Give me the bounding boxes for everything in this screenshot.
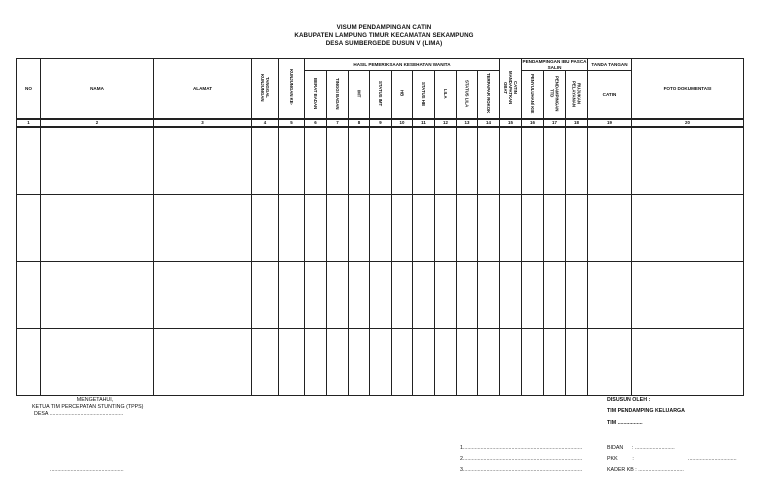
table-cell[interactable] xyxy=(252,127,279,195)
table-cell[interactable] xyxy=(41,194,154,261)
table-cell[interactable] xyxy=(305,328,327,395)
table-cell[interactable] xyxy=(349,194,370,261)
header-status-imt: STATUS IMT xyxy=(370,71,392,119)
header-tinggi-badan: TINGGI BADAN xyxy=(327,71,349,119)
column-number: 17 xyxy=(544,119,566,127)
column-number: 15 xyxy=(500,119,522,127)
table-cell[interactable] xyxy=(457,261,478,328)
table-cell[interactable] xyxy=(349,261,370,328)
header-no: NO xyxy=(17,59,41,119)
desa-field: DESA .................................................. xyxy=(34,411,124,417)
table-cell[interactable] xyxy=(632,328,744,395)
table-cell[interactable] xyxy=(588,261,632,328)
title-line-2: KABUPATEN LAMPUNG TIMUR KECAMATAN SEKAMPUNG xyxy=(294,32,474,39)
table-cell[interactable] xyxy=(370,261,392,328)
table-cell[interactable] xyxy=(41,127,154,195)
table-cell[interactable] xyxy=(413,328,435,395)
column-number: 9 xyxy=(370,119,392,127)
table-cell[interactable] xyxy=(478,127,500,195)
table-cell[interactable] xyxy=(252,328,279,395)
table-cell[interactable] xyxy=(305,261,327,328)
visum-table xyxy=(16,58,744,396)
table-cell[interactable] xyxy=(154,328,252,395)
column-number: 13 xyxy=(457,119,478,127)
column-number: 4 xyxy=(252,119,279,127)
header-hb: HB xyxy=(392,71,413,119)
table-cell[interactable] xyxy=(588,328,632,395)
column-number: 12 xyxy=(435,119,457,127)
disusun-oleh-label: DISUSUN OLEH : xyxy=(607,397,651,403)
column-number: 6 xyxy=(305,119,327,127)
table-cell[interactable] xyxy=(588,194,632,261)
column-number-row xyxy=(17,119,744,127)
table-cell[interactable] xyxy=(566,194,588,261)
table-cell[interactable] xyxy=(392,261,413,328)
table-cell[interactable] xyxy=(435,261,457,328)
table-cell[interactable] xyxy=(370,127,392,195)
table-row xyxy=(17,328,744,395)
column-number: 18 xyxy=(566,119,588,127)
header-penyuluhan-kie: PENYULUHAN/ KIE xyxy=(522,71,544,119)
table-cell[interactable] xyxy=(457,194,478,261)
table-cell[interactable] xyxy=(478,261,500,328)
table-cell[interactable] xyxy=(522,261,544,328)
table-cell[interactable] xyxy=(435,127,457,195)
table-cell[interactable] xyxy=(632,127,744,195)
column-number: 1 xyxy=(17,119,41,127)
table-cell[interactable] xyxy=(632,261,744,328)
pkk-signature-line: ................................. xyxy=(688,456,737,462)
table-cell[interactable] xyxy=(544,328,566,395)
table-cell[interactable] xyxy=(413,127,435,195)
table-cell[interactable] xyxy=(544,127,566,195)
header-nama: NAMA xyxy=(41,59,154,119)
table-cell[interactable] xyxy=(252,261,279,328)
column-number: 7 xyxy=(327,119,349,127)
header-terpapar-rokok: TERPAPAR ROKOK xyxy=(478,71,500,119)
table-cell[interactable] xyxy=(154,127,252,195)
signer-2-line: 2................................................................................. xyxy=(460,456,583,462)
column-number: 10 xyxy=(392,119,413,127)
bidan-field: BIDAN : ........................... xyxy=(607,445,675,451)
header-lila: LILA xyxy=(435,71,457,119)
header-status-lila: STATUS LILA xyxy=(457,71,478,119)
table-cell[interactable] xyxy=(349,328,370,395)
left-signature-line: .................................................. xyxy=(50,467,124,473)
table-cell[interactable] xyxy=(478,194,500,261)
table-row xyxy=(17,194,744,261)
table-cell[interactable] xyxy=(17,261,41,328)
table-cell[interactable] xyxy=(500,328,522,395)
header-alamat: ALAMAT xyxy=(154,59,252,119)
table-cell[interactable] xyxy=(327,127,349,195)
table-cell[interactable] xyxy=(588,127,632,195)
ketua-tpps-label: KETUA TIM PERCEPATAN STUNTING (TPPS) xyxy=(32,404,144,410)
table-cell[interactable] xyxy=(41,261,154,328)
table-cell[interactable] xyxy=(632,194,744,261)
header-tanggal-kunjungan: TANGGAL KUNJUNGAN xyxy=(252,59,279,119)
table-cell[interactable] xyxy=(327,328,349,395)
header-kunjungan-ke: KUNJUNGAN KE- xyxy=(279,59,305,119)
table-cell[interactable] xyxy=(566,261,588,328)
table-row xyxy=(17,261,744,328)
header-rujukan-pelayanan: RUJUKAN PELAYANAN xyxy=(566,71,588,119)
table-cell[interactable] xyxy=(252,194,279,261)
table-cell[interactable] xyxy=(17,127,41,195)
table-row xyxy=(17,127,744,195)
table-cell[interactable] xyxy=(435,194,457,261)
column-number: 19 xyxy=(588,119,632,127)
table-cell[interactable] xyxy=(566,328,588,395)
column-number: 5 xyxy=(279,119,305,127)
table-cell[interactable] xyxy=(457,127,478,195)
column-number: 20 xyxy=(632,119,744,127)
title-line-3: DESA SUMBERGEDE DUSUN V (LIMA) xyxy=(325,40,443,47)
column-number: 2 xyxy=(41,119,154,127)
pkk-field: PKK : xyxy=(607,456,634,462)
column-number: 8 xyxy=(349,119,370,127)
title-line-1: VISUM PENDAMPINGAN CATIN xyxy=(336,24,432,31)
column-number: 16 xyxy=(522,119,544,127)
table-cell[interactable] xyxy=(522,328,544,395)
table-cell[interactable] xyxy=(279,127,305,195)
table-cell[interactable] xyxy=(435,328,457,395)
kader-kb-field: KADER KB : ............................... xyxy=(607,467,684,473)
table-cell[interactable] xyxy=(522,127,544,195)
table-cell[interactable] xyxy=(327,261,349,328)
table-cell[interactable] xyxy=(279,328,305,395)
table-cell[interactable] xyxy=(349,127,370,195)
table-cell[interactable] xyxy=(370,328,392,395)
table-cell[interactable] xyxy=(279,194,305,261)
table-cell[interactable] xyxy=(457,328,478,395)
header-status-hb: STATUS HB xyxy=(413,71,435,119)
header-berat-badan: BERAT BADAN xyxy=(305,71,327,119)
table-cell[interactable] xyxy=(413,194,435,261)
column-number: 11 xyxy=(413,119,435,127)
header-pendampingan-pasca-salin: PENDAMPINGAN IBU PASCA SALIN xyxy=(522,59,587,70)
header-imt: IMT xyxy=(349,71,370,119)
header-tanda-tangan: TANDA TANGAN xyxy=(588,59,632,71)
header-pendampingan-ttd: PENDAMPINGAN TTD xyxy=(544,71,566,119)
table-cell[interactable] xyxy=(544,261,566,328)
table-cell[interactable] xyxy=(500,261,522,328)
table-cell[interactable] xyxy=(392,194,413,261)
table-cell[interactable] xyxy=(566,127,588,195)
table-cell[interactable] xyxy=(370,194,392,261)
table-cell[interactable] xyxy=(327,194,349,261)
table-cell[interactable] xyxy=(500,194,522,261)
header-foto-dokumentasi: FOTO DOKUMENTASI xyxy=(632,59,744,119)
table-cell[interactable] xyxy=(17,194,41,261)
table-cell[interactable] xyxy=(478,328,500,395)
table-cell[interactable] xyxy=(154,261,252,328)
signer-3-line: 3................................................................................. xyxy=(460,467,583,473)
table-cell[interactable] xyxy=(413,261,435,328)
signer-1-line: 1................................................................................. xyxy=(460,445,583,451)
tim-field: TIM ................. xyxy=(607,420,643,426)
table-cell[interactable] xyxy=(500,127,522,195)
column-number: 14 xyxy=(478,119,500,127)
table-cell[interactable] xyxy=(544,194,566,261)
table-cell[interactable] xyxy=(154,194,252,261)
header-catin-mendapat-obat: CATIN MANDAPATKAN OBAT xyxy=(500,59,522,119)
table-cell[interactable] xyxy=(41,328,154,395)
table-cell[interactable] xyxy=(305,194,327,261)
column-number: 3 xyxy=(154,119,252,127)
header-hasil-pemeriksaan: HASIL PEMERIKSAAN KESEHATAN WANITA xyxy=(305,59,500,71)
table-cell[interactable] xyxy=(392,328,413,395)
mengetahui-label: MENGETAHUI, xyxy=(76,397,114,403)
table-cell[interactable] xyxy=(279,261,305,328)
table-cell[interactable] xyxy=(522,194,544,261)
table-cell[interactable] xyxy=(392,127,413,195)
table-cell[interactable] xyxy=(17,328,41,395)
table-cell[interactable] xyxy=(305,127,327,195)
header-catin: CATIN xyxy=(588,71,632,119)
tim-pendamping-label: TIM PENDAMPING KELUARGA xyxy=(607,408,685,414)
